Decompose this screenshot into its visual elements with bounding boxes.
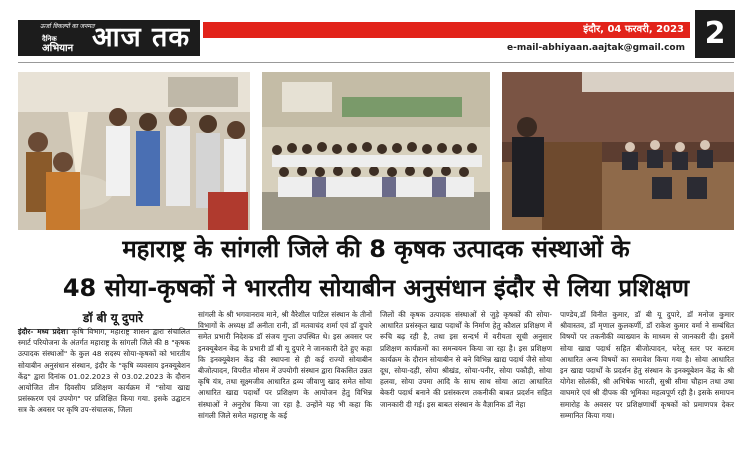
photo-soy-processing-demo bbox=[18, 72, 250, 230]
headline-line-1: महाराष्ट्र के सांगली जिले की 8 कृषक उत्पादक संस्थाओं के bbox=[122, 235, 630, 263]
headline-line-2: 48 सोया-कृषकों ने भारतीय सोयाबीन अनुसंधान इंदौर से लिया प्रशिक्षण bbox=[62, 274, 690, 302]
masthead-divider bbox=[18, 62, 734, 63]
logo-brand-small-top: दैनिक bbox=[42, 35, 57, 43]
article-column-4: पाण्डेय,डॉ विनीत कुमार, डॉ बी यू दुपारे, डॉ मनोज कुमार श्रीवास्तव, डॉ मृणाल कुलकर्णी, डॉ राकेश कुमार वर्मा ने सम्बंधित विषयों पर तकनीकी व्याख्यान के माध्यम से जानकारी दी। इसमें सोया खाद्य पदार्थ सहित बीजोत्पादन, घरेलू स्तर पर कस्टम आधारित अन्य विषयों का समावेश किया गया है। सोया आधारित इन खाद्य पदार्थों के प्रदर्शन हेतु संस्थान के इनक्यूबेशन केंद्र के श्री योगेश सोलंकी, श्री अभिषेक भारती, सुश्री सीमा चौहान तथा उषा वाघमारे एवं श्री दीपक की भूमिका महत्वपूर्ण रही है। इसके समापन समारोह के अवसर पर प्रशिक्षणार्थी कृषकों को प्रमाणपत्र देकर सम्मानित किया गया। bbox=[560, 310, 734, 420]
photo-group-participants bbox=[262, 72, 490, 230]
article-column-3: जिलों की कृषक उत्पादक संस्थाओं से जुड़े कृषकों की सोया-आधारित प्रसंस्कृत खाद्य पदार्थों के निर्माण हेतु कौशल प्रशिक्षण में रूचि बढ़ रही है, तथा इस सन्दर्भ में वरीयता सूची अनुसार प्रशिक्षण कार्यक्रमों का समन्वयन किया जा रहा है। इस प्रशिक्षण कार्यक्रम के दौरान सोयाबीन से बने विभिन्न खाद्य पदार्थ जैसे सोया दूध, सोया-दही, सोया श्रीखंड, सोया-पनीर, सोया पकौड़ी, सोया हलवा, सोया उपमा आदि के साथ साथ सोया आटा आधारित बेकरी पदार्थ बनाने की प्रसंस्करण तकनीकी बाबत प्रदर्शन सहित जानकारी दी गई। इस बाबत संस्थान के वैज्ञानिक डॉ नेहा bbox=[380, 310, 552, 409]
dateline: इंदौर- मध्य प्रदेश। bbox=[18, 327, 69, 336]
page-number: 2 bbox=[695, 10, 735, 58]
masthead bbox=[0, 0, 751, 62]
article-column-1 bbox=[18, 326, 190, 416]
email-address: e-mail-abhiyaan.aajtak@gmail.com bbox=[506, 43, 685, 53]
date-line: इंदौर, 04 फरवरी, 2023 bbox=[583, 24, 684, 35]
logo-brand-small bbox=[42, 34, 73, 54]
logo-brand-main: आज तक bbox=[92, 22, 191, 53]
date-bar bbox=[203, 22, 690, 38]
photo-lecture-session-image bbox=[502, 72, 734, 230]
logo-tagline: ऊर्जा विकल्पों का जनमत bbox=[40, 23, 95, 30]
article-column-2: सांगली के श्री भगवानराव माने, श्री वैरेशील पाटिल संस्थान के तीनों विभागों के अध्यक्ष डॉ अनीता रानी, डॉ मतवाचंद शर्मा एवं डॉ दुपारे समेत प्रभारी निदेशक डॉ संजय गुप्ता उपस्थित थे। इस अवसर पर इनक्यूबेशन केंद्र के प्रभारी डॉ बी यू दुपारे ने जानकारी देते हुए कहा कि इनक्यूबेशन केंद्र की स्थापना से ही कई राज्यों सोयाबीन बीजोत्पादन, विपरीत मौसम में उपयोगी संस्थान द्वारा विकसित उन्नत कृषि यंत्र, तथा सूक्ष्मजीव आधारित द्रव्य जीवाणु खाद समेत सोया आधारित खाद्य पदार्थों पर प्रशिक्षण के आयोजन हेतु विभिन्न संस्थाओं ने अनुरोध किया जा रहा है. उन्होंने यह भी कहा कि सांगली जिले समेत महाराष्ट्र के कई bbox=[198, 310, 372, 420]
byline: डॉ बी यू दुपारे bbox=[18, 309, 208, 330]
photo-group-participants-image bbox=[262, 72, 490, 230]
photo-soy-processing-demo-image bbox=[18, 72, 250, 230]
logo-brand-small-text: अभियान bbox=[42, 43, 74, 54]
photo-lecture-session bbox=[502, 72, 734, 230]
column-1-text: कृषि विभाग, महाराष्ट्र शासन द्वारा संचालित स्मार्ट परियोजना के अंतर्गत महाराष्ट्र के सांगली जिले की 8 "कृषक उत्पादक संस्थाओं" के कुल 48 सदस्य सोया-कृषकों को भारतीय सोयाबीन अनुसंधान संस्थान, इंदौर के "कृषि व्यवसाय इनक्यूबेशन केंद्र" द्वारा दिनांक 01.02.2023 से 03.02.2023 के दौरान आयोजित तीन दिवसीय प्रशिक्षण कार्यक्रम में "सोया खाद्य प्रसंस्करण एवं उपयोग" पर प्रशिक्षित किया गया. इसके उद्घाटन सत्र के अवसर पर कृषि उप-संचालक, जिला bbox=[18, 327, 190, 415]
newspaper-logo bbox=[18, 20, 200, 56]
